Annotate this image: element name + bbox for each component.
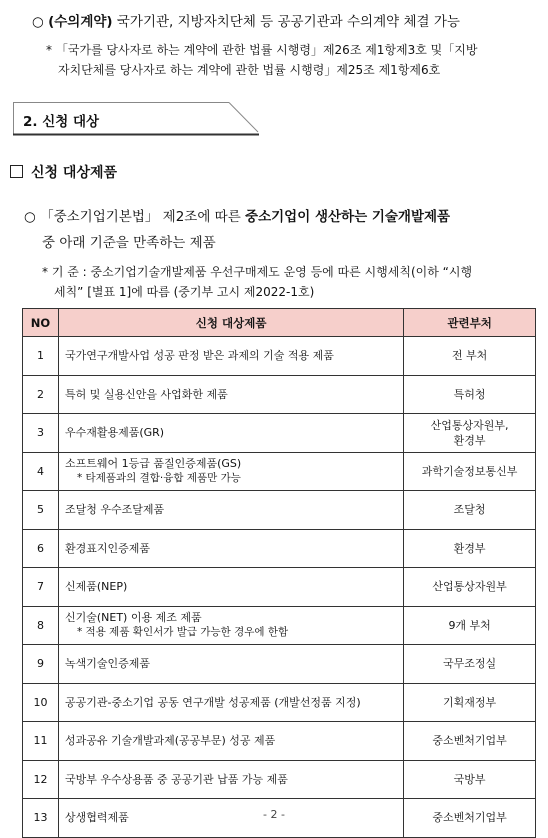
row-product — [58, 452, 403, 491]
page-number: - 2 - — [263, 808, 285, 821]
row-product-text: 신제품(NEP) — [64, 580, 128, 594]
row-product-text: 조달청 우수조달제품 — [64, 503, 165, 517]
row-product-text: 녹색기술인증제품 — [64, 657, 150, 671]
criteria-note — [42, 262, 540, 302]
para-line2: 중 아래 기준을 만족하는 제품 — [42, 235, 216, 251]
para-emphasis: 중소기업이 생산하는 기술개발제품 — [245, 209, 451, 225]
target-heading-text: 신청 대상제품 — [31, 165, 118, 181]
row-dept — [404, 337, 536, 376]
row-dept — [404, 722, 536, 761]
row-dept — [404, 683, 536, 722]
row-dept — [404, 760, 536, 799]
row-dept — [404, 414, 536, 453]
row-no: 4 — [23, 452, 59, 491]
intro-note-line2: 자치단체를 당사자로 하는 계약에 관한 법률 시행령」제25조 제1항제6호 — [58, 63, 441, 77]
intro-text: 국가기관, 지방자치단체 등 공공기관과 수의계약 체결 가능 — [112, 14, 460, 30]
table-row — [23, 414, 536, 453]
row-product — [58, 529, 403, 568]
table-row — [23, 337, 536, 376]
row-dept — [404, 529, 536, 568]
row-dept-text: 전 부처 — [451, 349, 488, 363]
product-table — [22, 308, 536, 838]
target-heading — [10, 162, 117, 182]
section-title-box — [13, 102, 259, 136]
row-product — [58, 645, 403, 684]
table-row — [23, 529, 536, 568]
row-no: 3 — [23, 414, 59, 453]
row-no: 13 — [23, 799, 59, 838]
row-dept-text-2: 환경부 — [453, 433, 486, 447]
row-product-text: 특허 및 실용신안을 사업화한 제품 — [64, 387, 228, 401]
row-product — [58, 337, 403, 376]
row-dept-text: 산업통상자원부 — [432, 580, 507, 594]
row-no: 8 — [23, 606, 59, 645]
row-no: 6 — [23, 529, 59, 568]
para-bullet: ○ — [24, 209, 36, 225]
header-no: NO — [23, 309, 59, 337]
row-dept-text: 기획재정부 — [443, 695, 497, 709]
row-dept — [404, 568, 536, 607]
row-product — [58, 722, 403, 761]
para-pre: 「중소기업기본법」 제2조에 따른 — [40, 209, 246, 225]
row-no: 11 — [23, 722, 59, 761]
row-dept — [404, 645, 536, 684]
table-row — [23, 760, 536, 799]
row-product-text: 신기술(NET) 이용 제조 제품 — [64, 611, 202, 625]
criteria-line1: * 기 준 : 중소기업기술개발제품 우선구매제도 운영 등에 따른 시행세칙(이하 “시행 — [42, 265, 473, 279]
row-dept-text: 중소벤처기업부 — [432, 811, 507, 825]
intro-bullet: ○ — [32, 14, 44, 30]
target-paragraph — [24, 204, 540, 256]
row-no: 2 — [23, 375, 59, 414]
row-no: 12 — [23, 760, 59, 799]
row-dept-text: 과학기술정보통신부 — [421, 464, 518, 478]
table-row — [23, 683, 536, 722]
row-no: 7 — [23, 568, 59, 607]
row-product-text: 국방부 우수상용품 중 공공기관 납품 가능 제품 — [64, 772, 288, 786]
row-dept-text: 중소벤처기업부 — [432, 734, 507, 748]
row-dept-text: 조달청 — [453, 503, 486, 517]
intro-note-line1: * 「국가를 당사자로 하는 계약에 관한 법률 시행령」제26조 제1항제3호 및「지방 — [46, 43, 478, 57]
row-product — [58, 375, 403, 414]
table-row — [23, 452, 536, 491]
table-row — [23, 375, 536, 414]
row-dept-text: 산업통상자원부, — [430, 418, 509, 432]
table-row — [23, 645, 536, 684]
section-title: 2. 신청 대상 — [23, 114, 100, 130]
header-dept: 관련부처 — [404, 309, 536, 337]
row-dept-text: 국무조정실 — [443, 657, 497, 671]
criteria-line2: 세칙” [별표 1]에 따름 (중기부 고시 제2022-1호) — [54, 285, 315, 299]
row-product-text: 환경표지인증제품 — [64, 541, 150, 555]
row-product-text: 우수재활용제품(GR) — [64, 426, 165, 440]
row-no: 9 — [23, 645, 59, 684]
row-dept — [404, 375, 536, 414]
header-product: 신청 대상제품 — [58, 309, 403, 337]
row-dept — [404, 491, 536, 530]
row-product — [58, 606, 403, 645]
row-product-text: 국가연구개발사업 성공 판정 받은 과제의 기술 적용 제품 — [64, 349, 334, 363]
row-dept-text: 국방부 — [453, 772, 486, 786]
row-product-text: 소프트웨어 1등급 품질인증제품(GS) — [64, 457, 242, 471]
table-row — [23, 491, 536, 530]
row-product-text: 공공기관-중소기업 공동 연구개발 성공제품 (개발선정품 지정) — [64, 695, 361, 709]
row-dept-text: 9개 부처 — [448, 618, 491, 632]
row-product-note: * 적용 제품 확인서가 발급 가능한 경우에 한함 — [76, 626, 289, 639]
row-no: 1 — [23, 337, 59, 376]
row-product — [58, 414, 403, 453]
table-row — [23, 568, 536, 607]
row-product-text: 상생협력제품 — [64, 811, 129, 825]
row-no: 10 — [23, 683, 59, 722]
row-dept — [404, 452, 536, 491]
row-dept — [404, 606, 536, 645]
row-dept-text: 환경부 — [453, 541, 486, 555]
row-dept-text: 특허청 — [453, 387, 486, 401]
intro-note — [46, 40, 538, 80]
row-product-note: * 타제품과의 결합·융합 제품만 가능 — [76, 472, 241, 485]
row-product — [58, 683, 403, 722]
intro-label: (수의계약) — [48, 14, 113, 30]
row-product — [58, 760, 403, 799]
table-header-row — [23, 309, 536, 337]
table-row — [23, 606, 536, 645]
row-product — [58, 491, 403, 530]
intro-line — [32, 10, 460, 30]
square-bullet-icon — [10, 165, 23, 178]
row-product — [58, 568, 403, 607]
table-row — [23, 722, 536, 761]
row-product-text: 성과공유 기술개발과제(공공부문) 성공 제품 — [64, 734, 276, 748]
row-no: 5 — [23, 491, 59, 530]
